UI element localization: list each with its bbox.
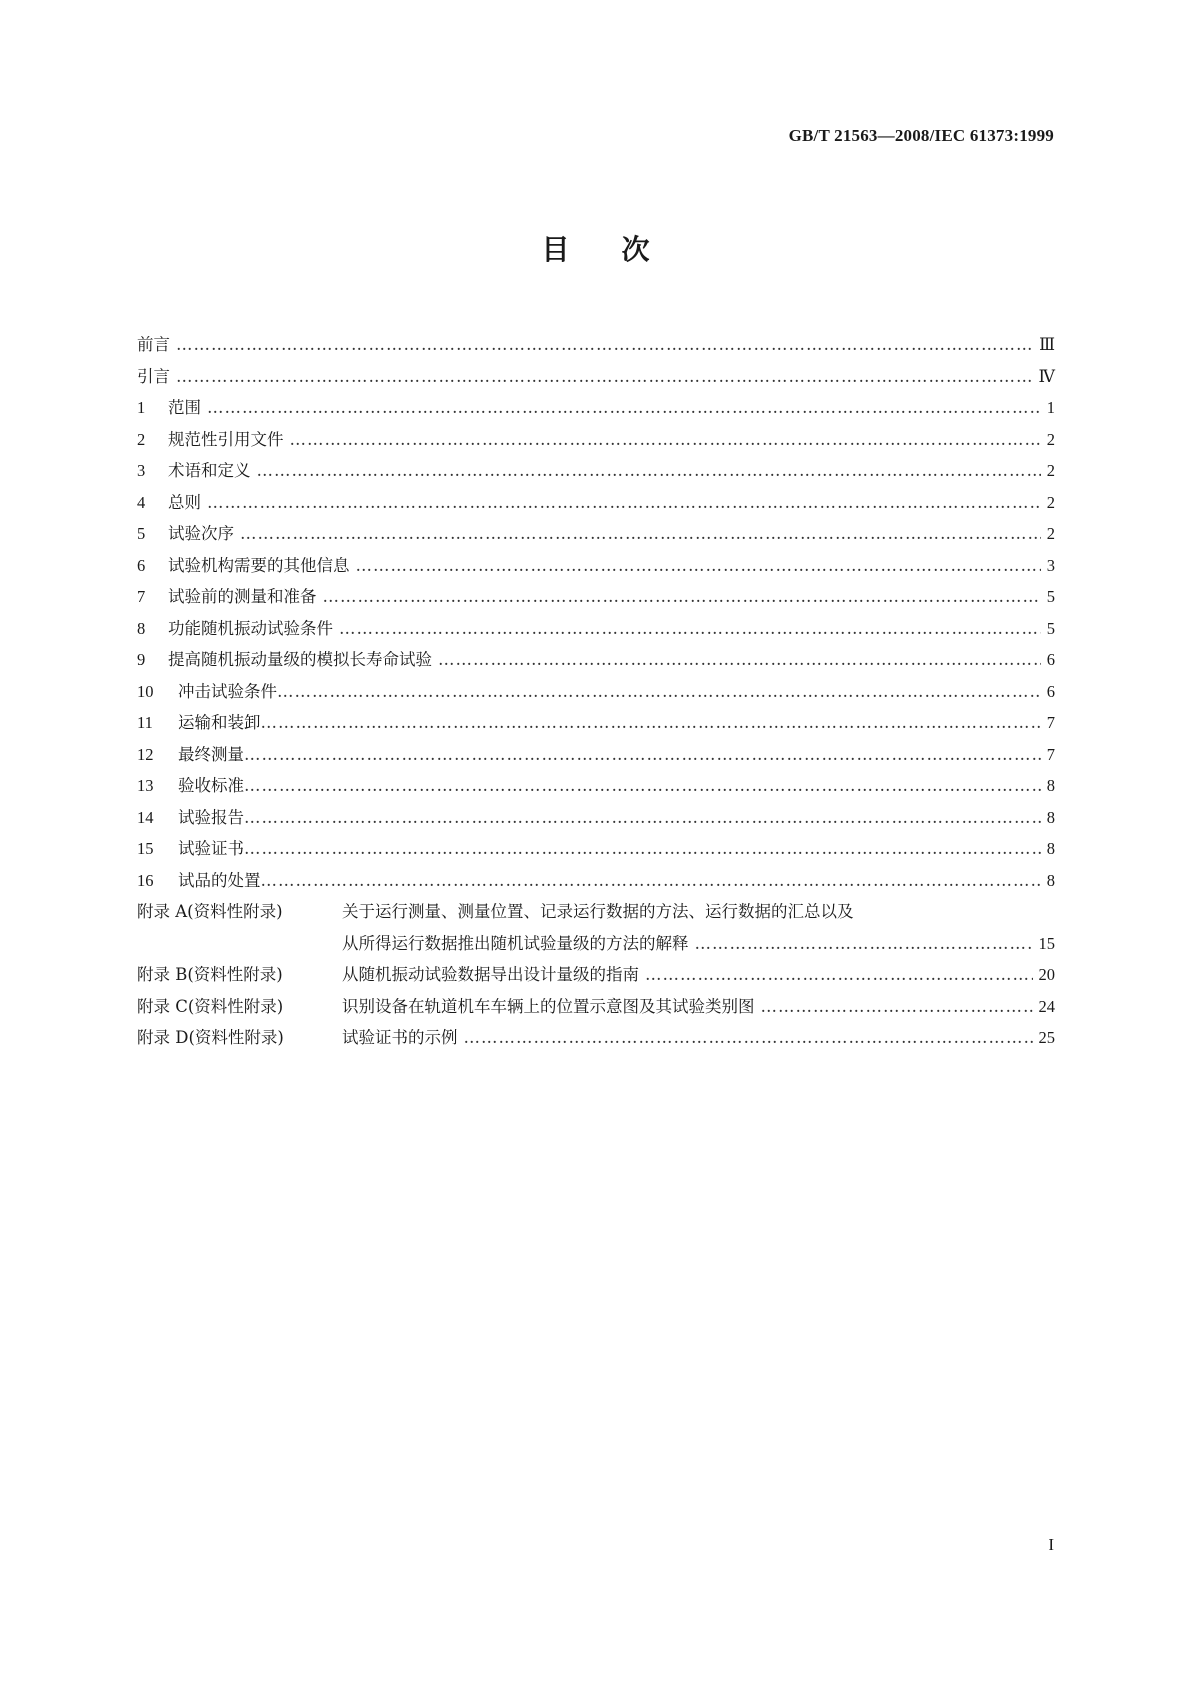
toc-page: Ⅳ (1038, 366, 1055, 386)
toc-page: 6 (1046, 681, 1055, 701)
table-of-contents (137, 329, 1055, 1054)
leader-dots (244, 739, 1041, 771)
leader-dots (695, 928, 1033, 960)
toc-page: 25 (1038, 1028, 1055, 1047)
toc-entry-4[interactable] (137, 487, 1055, 519)
toc-page: 7 (1046, 744, 1055, 764)
toc-label: 从随机振动试验数据导出设计量级的指南 (342, 965, 639, 984)
toc-label: 试验机构需要的其他信息 (168, 555, 350, 575)
toc-label: 冲击试验条件 (178, 681, 277, 701)
toc-label: 提高随机振动量级的模拟长寿命试验 (168, 650, 432, 669)
leader-dots (257, 455, 1041, 487)
toc-entry-introduction[interactable] (137, 361, 1055, 393)
toc-entry-5[interactable] (137, 518, 1055, 550)
toc-label: 验收标准 (178, 776, 244, 795)
leader-dots (207, 392, 1041, 424)
toc-page: 5 (1046, 618, 1055, 638)
toc-entry-foreword[interactable] (137, 329, 1055, 361)
toc-entry-14[interactable] (137, 802, 1055, 834)
leader-dots (323, 581, 1041, 613)
toc-number: 11 (137, 713, 153, 732)
toc-entry-7[interactable] (137, 581, 1055, 613)
toc-page: 2 (1046, 429, 1055, 449)
toc-page: 2 (1046, 461, 1055, 480)
leader-dots (356, 550, 1041, 582)
toc-page: 1 (1046, 398, 1055, 417)
toc-label: 最终测量 (178, 744, 244, 764)
toc-label: 试验证书 (178, 839, 244, 858)
leader-dots (339, 613, 1041, 645)
leader-dots (176, 329, 1033, 361)
toc-entry-12[interactable] (137, 739, 1055, 771)
toc-label: 试验报告 (178, 807, 244, 827)
toc-number: 5 (137, 524, 146, 543)
toc-entry-16[interactable] (137, 865, 1055, 897)
toc-page: 2 (1046, 492, 1055, 512)
toc-page: 8 (1046, 839, 1055, 858)
toc-number: 6 (137, 555, 146, 575)
annex-prefix: 附录 D(资料性附录) (137, 1028, 284, 1047)
toc-label: 试品的处置 (178, 870, 261, 890)
toc-entry-13[interactable] (137, 770, 1055, 802)
toc-annex-b[interactable] (137, 959, 1055, 991)
toc-annex-d[interactable] (137, 1022, 1055, 1054)
toc-label: 引言 (137, 366, 170, 386)
toc-entry-8[interactable] (137, 613, 1055, 645)
toc-annex-a-line1[interactable] (137, 896, 1055, 928)
annex-prefix: 附录 B(资料性附录) (137, 965, 283, 984)
toc-entry-2[interactable] (137, 424, 1055, 456)
toc-number: 9 (137, 650, 146, 669)
toc-number: 3 (137, 461, 146, 480)
page-number: I (1048, 1535, 1054, 1554)
leader-dots (240, 518, 1041, 550)
toc-label: 范围 (168, 398, 201, 417)
toc-label: 功能随机振动试验条件 (168, 618, 333, 638)
toc-number: 16 (137, 870, 154, 890)
leader-dots (464, 1022, 1033, 1054)
leader-dots (244, 802, 1041, 834)
toc-entry-15[interactable] (137, 833, 1055, 865)
toc-number: 10 (137, 681, 154, 701)
leader-dots (261, 707, 1041, 739)
toc-page: 8 (1046, 870, 1055, 890)
toc-number: 7 (137, 587, 146, 606)
toc-page: 8 (1046, 807, 1055, 827)
toc-entry-3[interactable] (137, 455, 1055, 487)
toc-entry-6[interactable] (137, 550, 1055, 582)
toc-entry-10[interactable] (137, 676, 1055, 708)
toc-number: 1 (137, 398, 146, 417)
toc-label: 识别设备在轨道机车车辆上的位置示意图及其试验类别图 (342, 996, 755, 1016)
leader-dots (761, 991, 1033, 1023)
toc-label: 试验次序 (168, 524, 234, 543)
toc-number: 2 (137, 429, 146, 449)
annex-prefix: 附录 A(资料性附录) (137, 902, 283, 921)
toc-label: 前言 (137, 335, 170, 354)
toc-number: 13 (137, 776, 154, 795)
leader-dots (207, 487, 1041, 519)
toc-entry-9[interactable] (137, 644, 1055, 676)
toc-label: 总则 (168, 492, 201, 512)
leader-dots (244, 770, 1041, 802)
leader-dots (438, 644, 1041, 676)
annex-prefix: 附录 C(资料性附录) (137, 996, 284, 1016)
toc-label: 试验前的测量和准备 (168, 587, 317, 606)
leader-dots (290, 424, 1041, 456)
toc-label: 试验证书的示例 (342, 1028, 458, 1047)
toc-page: 5 (1046, 587, 1055, 606)
toc-number: 15 (137, 839, 154, 858)
toc-entry-11[interactable] (137, 707, 1055, 739)
toc-page: 6 (1046, 650, 1055, 669)
leader-dots (244, 833, 1041, 865)
leader-dots (176, 361, 1033, 393)
toc-label: 运输和装卸 (178, 713, 261, 732)
toc-page: 2 (1046, 524, 1055, 543)
toc-page: 3 (1046, 555, 1055, 575)
toc-number: 12 (137, 744, 154, 764)
toc-label: 规范性引用文件 (168, 429, 284, 449)
toc-page: Ⅲ (1039, 335, 1055, 354)
toc-page: 24 (1038, 996, 1055, 1016)
toc-page: 15 (1038, 933, 1055, 953)
toc-page: 20 (1038, 965, 1055, 984)
toc-annex-a-line2[interactable] (137, 928, 1055, 960)
leader-dots (277, 676, 1041, 708)
leader-dots (645, 959, 1033, 991)
toc-annex-c[interactable] (137, 991, 1055, 1023)
toc-label: 关于运行测量、测量位置、记录运行数据的方法、运行数据的汇总以及 (342, 902, 854, 921)
toc-page: 8 (1046, 776, 1055, 795)
leader-dots (261, 865, 1041, 897)
page-title: 目次 (541, 233, 702, 266)
standard-code: GB/T 21563—2008/IEC 61373:1999 (788, 126, 1054, 145)
toc-number: 4 (137, 492, 146, 512)
toc-entry-1[interactable] (137, 392, 1055, 424)
toc-label: 术语和定义 (168, 461, 251, 480)
toc-label: 从所得运行数据推出随机试验量级的方法的解释 (342, 933, 689, 953)
toc-page: 7 (1046, 713, 1055, 732)
toc-number: 8 (137, 618, 146, 638)
toc-number: 14 (137, 807, 154, 827)
